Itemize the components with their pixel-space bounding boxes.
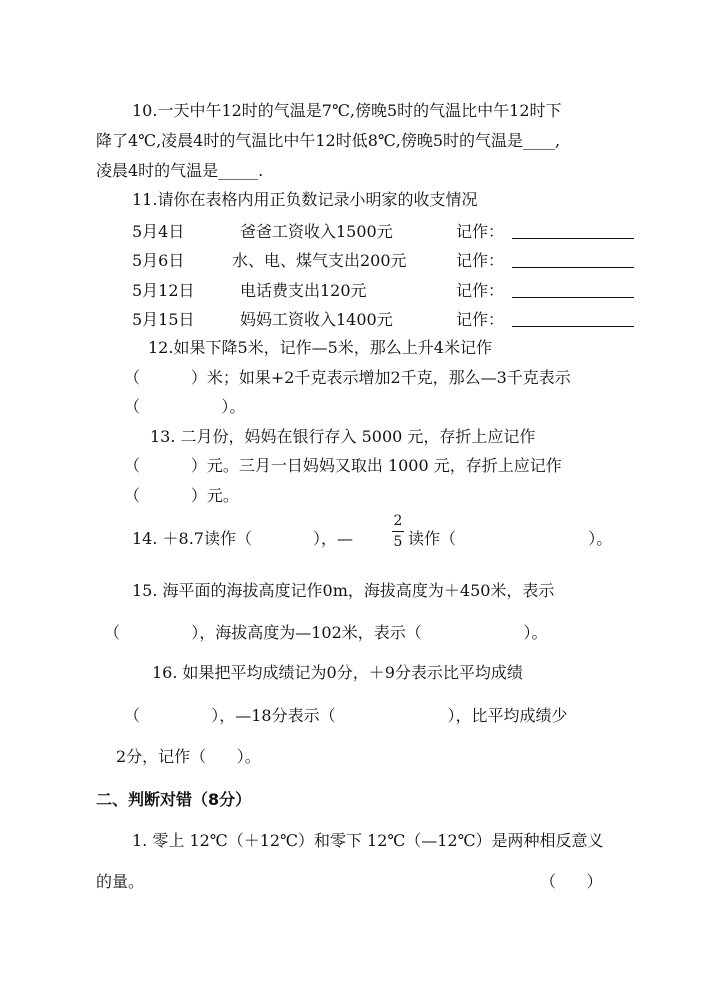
q16-line3: 2分，记作（ ）。 [116, 747, 261, 766]
q11-row-date: 5月6日 [132, 251, 185, 270]
answer-blank[interactable] [512, 281, 634, 298]
q11-row-date: 5月4日 [132, 222, 185, 241]
fraction-denominator: 5 [393, 534, 403, 550]
q15-line2: （ ），海拔高度为—102米，表示（ ）。 [104, 623, 548, 642]
q13-line1: 13. 二月份，妈妈在银行存入 5000 元，存折上应记作 [150, 427, 536, 446]
judge-answer-paren[interactable]: （ ） [540, 872, 603, 891]
q16-line1: 16. 如果把平均成绩记为0分，＋9分表示比平均成绩 [152, 663, 523, 682]
q11-row-item: 妈妈工资收入1400元 [240, 310, 393, 329]
q13-line3: （ ）元。 [124, 486, 239, 505]
q12-line1: 12.如果下降5米，记作—5米，那么上升4米记作 [148, 338, 492, 357]
q14-part1: 14. ＋8.7读作（ ），— [132, 529, 354, 548]
judge-q1-line2: 的量。 [96, 872, 145, 891]
q11-title: 11.请你在表格内用正负数记录小明家的收支情况 [132, 190, 478, 209]
q11-row-label: 记作： [456, 222, 505, 241]
fraction-numerator: 2 [393, 513, 403, 529]
answer-blank[interactable] [512, 310, 634, 327]
q12-line2: （ ）米；如果+2千克表示增加2千克，那么—3千克表示 [124, 368, 571, 387]
answer-blank[interactable] [512, 222, 634, 239]
q16-line2: （ ），—18分表示（ ），比平均成绩少 [124, 706, 568, 725]
q10-line1: 10.一天中午12时的气温是7℃,傍晚5时的气温比中午12时下 [132, 101, 562, 120]
q10-line2: 降了4℃,凌晨4时的气温比中午12时低8℃,傍晚5时的气温是____, [96, 131, 561, 150]
q14-part2: 读作（ ）。 [408, 529, 613, 548]
q11-row-label: 记作： [456, 281, 505, 300]
section-heading: 二、判断对错（8分） [96, 790, 252, 809]
q12-line3: （ ）。 [124, 397, 246, 416]
answer-blank[interactable] [512, 251, 634, 268]
q11-row-date: 5月15日 [132, 310, 195, 329]
q11-row-label: 记作： [456, 251, 505, 270]
q11-row-item: 爸爸工资收入1500元 [240, 222, 393, 241]
q11-row-date: 5月12日 [132, 281, 195, 300]
q10-line3: 凌晨4时的气温是_____. [96, 161, 264, 180]
q11-row-label: 记作： [456, 310, 505, 329]
q13-line2: （ ）元。三月一日妈妈又取出 1000 元，存折上应记作 [124, 456, 562, 475]
q11-row-item: 水、电、煤气支出200元 [232, 251, 407, 270]
judge-q1-line1: 1. 零上 12℃（＋12℃）和零下 12℃（—12℃）是两种相反意义 [132, 831, 604, 850]
q15-line1: 15. 海平面的海拔高度记作0m，海拔高度为＋450米，表示 [132, 581, 555, 600]
q11-row-item: 电话费支出120元 [240, 281, 367, 300]
fraction-bar [392, 531, 404, 532]
